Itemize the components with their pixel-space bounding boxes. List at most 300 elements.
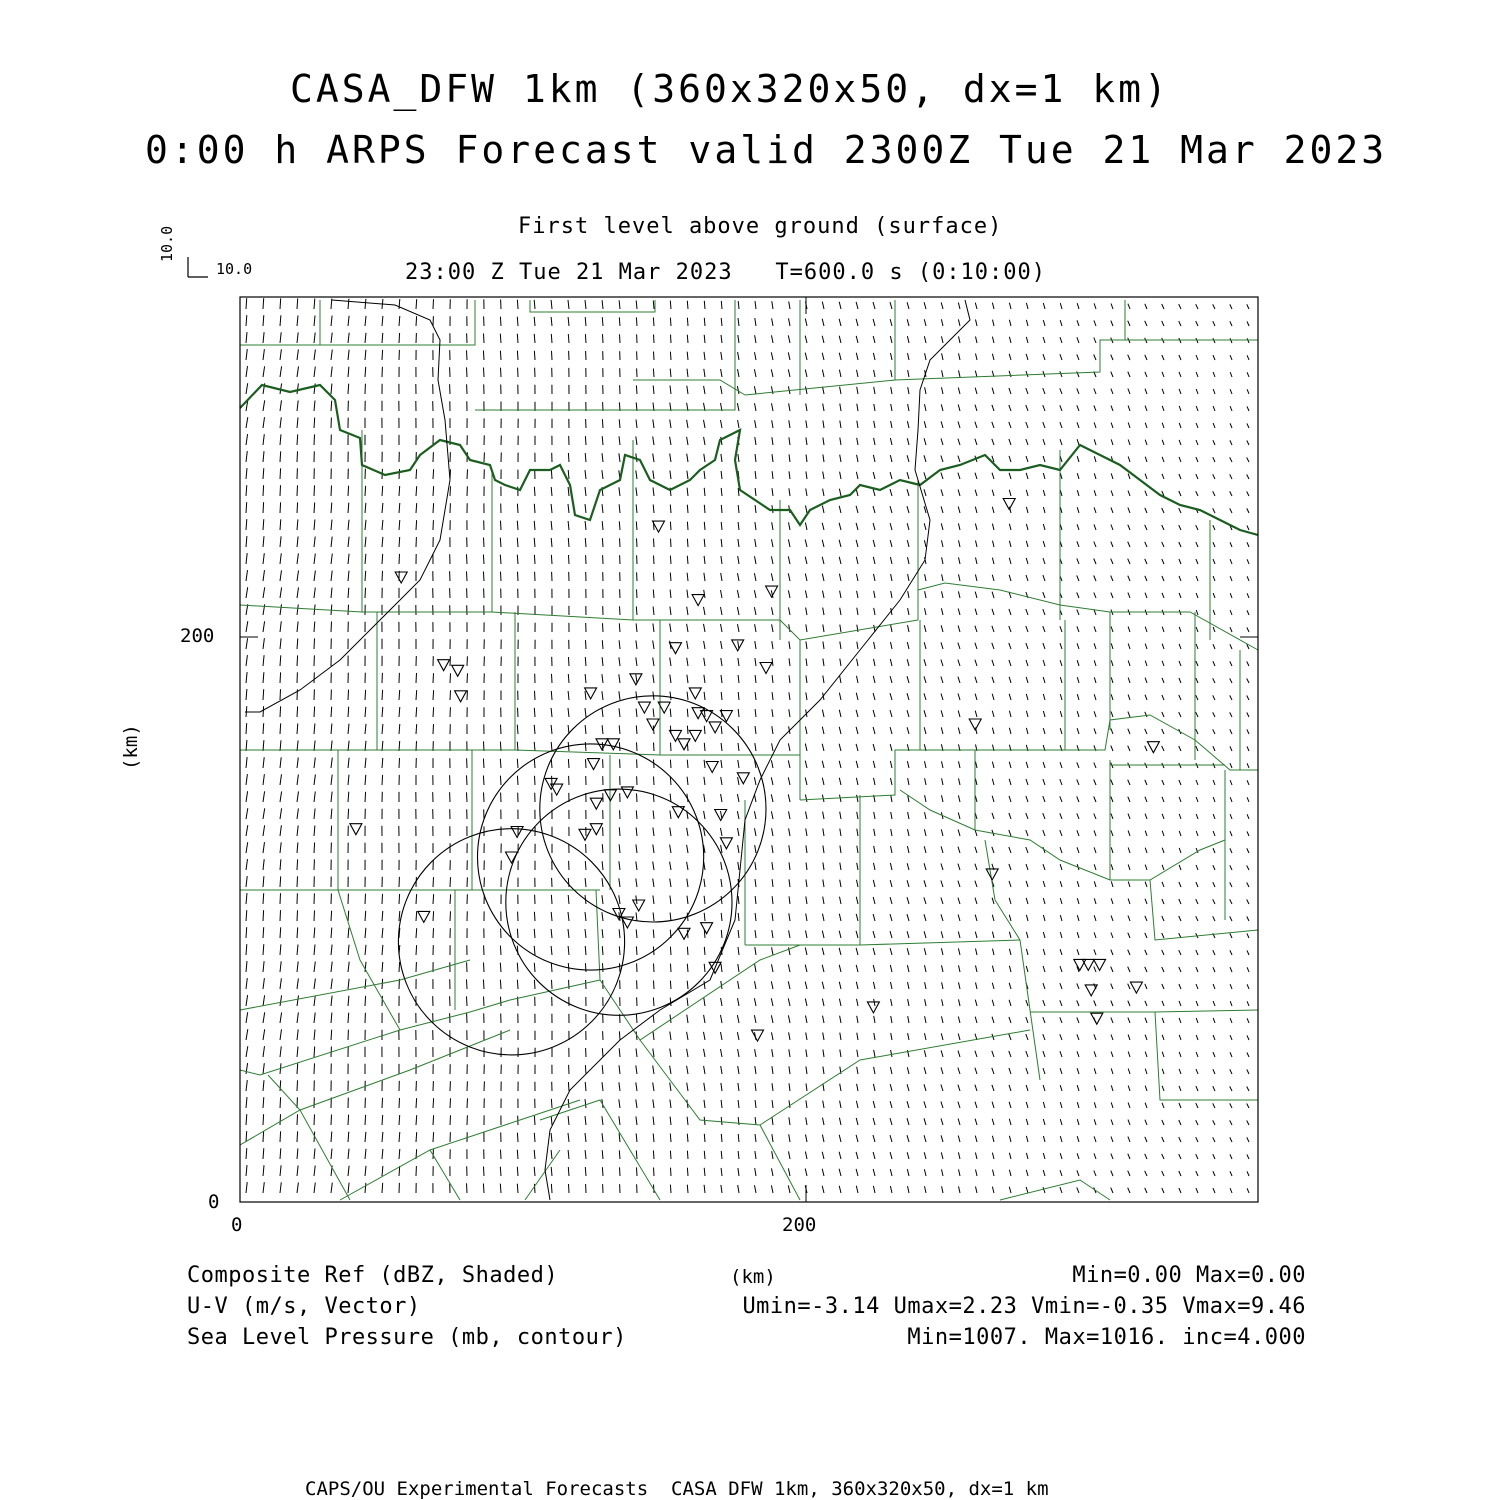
- wind-vector: [822, 761, 824, 768]
- wind-vector: [857, 846, 858, 853]
- wind-vector: [789, 658, 790, 666]
- wind-vector: [1145, 984, 1147, 989]
- wind-vector: [314, 434, 315, 445]
- wind-vector: [365, 299, 366, 309]
- wind-vector: [1043, 1085, 1045, 1091]
- radar-station-marker: [1091, 1013, 1103, 1024]
- wind-vector: [738, 318, 739, 326]
- wind-vector: [687, 777, 688, 785]
- wind-vector: [704, 981, 705, 989]
- wind-vector: [314, 485, 315, 496]
- wind-vector: [416, 707, 417, 717]
- wind-vector: [1043, 1187, 1045, 1193]
- wind-vector: [823, 1101, 824, 1108]
- wind-vector: [908, 982, 910, 989]
- wind-vector: [246, 1165, 247, 1176]
- wind-vector: [331, 758, 332, 768]
- wind-vector: [1179, 440, 1181, 445]
- wind-vector: [805, 574, 807, 582]
- wind-vector: [958, 881, 960, 887]
- wind-vector: [1213, 814, 1215, 819]
- wind-vector: [551, 1116, 552, 1125]
- wind-vector: [941, 710, 943, 717]
- wind-vector: [1247, 866, 1249, 871]
- wind-vector: [517, 725, 518, 734]
- wind-vector: [789, 624, 790, 632]
- wind-vector: [907, 302, 909, 309]
- wind-vector: [1179, 797, 1181, 802]
- wind-vector: [856, 761, 858, 768]
- wind-vector: [1162, 967, 1164, 972]
- wind-vector: [959, 353, 961, 360]
- wind-vector: [670, 1032, 671, 1040]
- wind-vector: [1145, 321, 1147, 326]
- wind-vector: [1162, 780, 1164, 785]
- wind-vector: [1043, 898, 1045, 904]
- wind-vector: [1128, 321, 1130, 326]
- wind-vector: [687, 352, 688, 360]
- wind-vector: [517, 1184, 518, 1193]
- wind-vector: [670, 998, 671, 1006]
- wind-vector: [517, 1167, 518, 1176]
- wind-vector: [873, 302, 875, 309]
- wind-vector: [636, 657, 637, 666]
- wind-vector: [382, 911, 383, 921]
- wind-vector: [1077, 1119, 1079, 1125]
- wind-vector: [653, 913, 654, 922]
- wind-vector: [1230, 644, 1232, 649]
- wind-vector: [636, 300, 637, 309]
- wind-vector: [1128, 457, 1130, 463]
- wind-vector: [280, 451, 281, 462]
- wind-vector: [280, 570, 282, 581]
- wind-vector: [1145, 304, 1147, 309]
- wind-vector: [958, 1119, 960, 1126]
- wind-vector: [958, 795, 960, 802]
- wind-vector: [908, 829, 910, 836]
- wind-vector: [1162, 950, 1164, 955]
- wind-vector: [1196, 780, 1198, 785]
- wind-vector: [704, 896, 705, 904]
- wind-vector: [805, 1152, 807, 1160]
- wind-vector: [772, 437, 773, 445]
- wind-vector: [500, 334, 501, 343]
- wind-vector: [975, 473, 977, 479]
- wind-vector: [1094, 898, 1096, 904]
- wind-vector: [416, 928, 417, 938]
- wind-vector: [704, 505, 705, 513]
- wind-vector: [585, 1099, 586, 1108]
- wind-vector: [976, 541, 978, 548]
- wind-vector: [501, 521, 502, 530]
- wind-vector: [890, 914, 892, 921]
- wind-vector: [568, 691, 569, 700]
- wind-vector: [721, 964, 722, 972]
- wind-vector: [721, 675, 722, 683]
- wind-vector: [280, 825, 281, 836]
- wind-vector: [958, 660, 960, 666]
- wind-vector: [907, 438, 909, 445]
- wind-vector: [891, 574, 892, 581]
- wind-vector: [925, 778, 926, 785]
- wind-vector: [737, 1015, 739, 1023]
- wind-vector: [1026, 881, 1028, 887]
- wind-vector: [416, 673, 417, 683]
- wind-vector: [280, 706, 281, 717]
- wind-vector: [382, 537, 383, 547]
- wind-vector: [755, 624, 756, 632]
- wind-vector: [433, 877, 434, 887]
- wind-vector: [534, 1116, 535, 1125]
- wind-vector: [755, 981, 757, 989]
- wind-vector: [738, 1185, 739, 1193]
- wind-vector: [891, 404, 892, 411]
- wind-vector: [1162, 1154, 1164, 1159]
- wind-vector: [670, 1151, 671, 1159]
- wind-vector: [280, 1148, 281, 1159]
- wind-vector: [1009, 422, 1011, 428]
- wind-vector: [941, 660, 943, 667]
- wind-vector: [1145, 1001, 1147, 1006]
- wind-vector: [1247, 1171, 1249, 1176]
- wind-vector: [602, 1150, 603, 1159]
- wind-vector: [1196, 440, 1198, 445]
- wind-vector: [1196, 695, 1198, 700]
- wind-vector: [653, 930, 654, 939]
- wind-vector: [1145, 372, 1147, 377]
- wind-vector: [924, 336, 926, 343]
- wind-vector: [1009, 558, 1011, 564]
- radar-station-marker: [455, 691, 467, 702]
- wind-vector: [738, 964, 739, 972]
- radar-station-marker: [607, 739, 619, 750]
- wind-vector: [1060, 677, 1062, 683]
- wind-vector: [1230, 542, 1232, 547]
- wind-vector: [873, 506, 875, 513]
- wind-vector: [246, 1097, 247, 1108]
- wind-vector: [1128, 372, 1130, 377]
- wind-vector: [891, 812, 892, 819]
- wind-vector: [246, 434, 248, 445]
- wind-vector: [908, 625, 910, 632]
- wind-vector: [1026, 728, 1028, 734]
- wind-vector: [399, 503, 400, 513]
- wind-vector: [1026, 507, 1028, 513]
- wind-vector: [1094, 797, 1096, 803]
- wind-vector: [297, 553, 298, 564]
- wind-vector: [297, 366, 299, 377]
- wind-vector: [992, 439, 994, 445]
- wind-vector: [263, 1182, 264, 1193]
- wind-vector: [908, 608, 909, 615]
- wind-vector: [551, 759, 552, 768]
- wind-vector: [789, 641, 790, 649]
- wind-vector: [992, 303, 994, 309]
- wind-vector: [772, 675, 773, 683]
- wind-vector: [738, 505, 739, 513]
- wind-vector: [1128, 814, 1130, 819]
- wind-vector: [1145, 695, 1147, 700]
- wind-vector: [1196, 491, 1198, 496]
- wind-vector: [450, 673, 451, 683]
- wind-vector: [856, 965, 858, 972]
- wind-vector: [873, 1084, 875, 1091]
- wind-vector: [721, 369, 722, 377]
- wind-vector: [585, 436, 586, 445]
- wind-vector: [1162, 304, 1164, 309]
- wind-vector: [1196, 661, 1198, 666]
- wind-vector: [941, 898, 943, 905]
- wind-vector: [1111, 389, 1113, 394]
- wind-vector: [721, 590, 723, 598]
- wind-vector: [992, 388, 994, 394]
- wind-vector: [1111, 1120, 1113, 1126]
- wind-vector: [365, 911, 366, 921]
- wind-vector: [925, 795, 926, 802]
- wind-vector: [942, 778, 943, 785]
- wind-vector: [738, 777, 739, 785]
- wind-vector: [755, 675, 756, 683]
- wind-vector: [1247, 542, 1249, 547]
- wind-vector: [1230, 1103, 1232, 1108]
- wind-vector: [925, 608, 927, 615]
- wind-vector: [1111, 473, 1113, 479]
- wind-vector: [789, 913, 790, 921]
- wind-vector: [822, 506, 824, 513]
- wind-vector: [857, 999, 859, 1006]
- wind-vector: [1230, 1001, 1232, 1006]
- wind-vector: [1060, 830, 1062, 836]
- wind-vector: [1247, 713, 1249, 718]
- wind-vector: [585, 1065, 586, 1074]
- wind-vector: [314, 826, 315, 837]
- wind-vector: [1213, 916, 1215, 921]
- wind-vector: [857, 676, 859, 683]
- wind-vector: [551, 963, 552, 972]
- wind-vector: [654, 1168, 655, 1177]
- wind-vector: [1145, 542, 1147, 547]
- wind-vector: [1230, 763, 1232, 768]
- wind-vector: [348, 979, 349, 989]
- wind-vector: [687, 573, 688, 581]
- wind-vector: [806, 488, 807, 496]
- wind-vector: [1213, 882, 1215, 887]
- wind-vector: [771, 369, 773, 377]
- wind-vector: [806, 641, 807, 649]
- wind-vector: [1026, 1034, 1028, 1040]
- wind-vector: [500, 317, 501, 326]
- wind-vector: [1043, 983, 1045, 989]
- wind-vector: [1145, 831, 1147, 836]
- wind-vector: [1043, 762, 1045, 768]
- wind-vector: [1043, 524, 1045, 530]
- wind-vector: [1213, 559, 1215, 564]
- wind-vector: [1230, 712, 1232, 717]
- wind-vector: [942, 353, 943, 360]
- wind-vector: [297, 808, 298, 819]
- wind-vector: [636, 1116, 637, 1125]
- wind-vector: [484, 334, 485, 344]
- wind-vector: [839, 489, 841, 496]
- wind-vector: [1247, 406, 1249, 411]
- wind-vector: [297, 842, 298, 853]
- wind-vector: [890, 1135, 892, 1142]
- wind-vector: [1009, 1017, 1011, 1023]
- wind-vector: [1026, 949, 1028, 955]
- wind-vector: [788, 743, 790, 751]
- wind-vector: [280, 519, 281, 530]
- wind-vector: [297, 757, 298, 768]
- wind-vector: [1077, 422, 1079, 428]
- wind-vector: [314, 1183, 315, 1194]
- wind-vector: [890, 727, 892, 734]
- wind-vector: [857, 1016, 858, 1023]
- wind-vector: [1043, 966, 1045, 972]
- wind-vector: [1247, 525, 1249, 530]
- wind-vector: [975, 439, 977, 445]
- wind-vector: [1077, 1153, 1079, 1159]
- wind-vector: [263, 638, 264, 649]
- wind-vector: [517, 776, 518, 785]
- wind-vector: [1009, 371, 1011, 377]
- wind-vector: [755, 1100, 756, 1108]
- wind-vector: [1247, 1018, 1249, 1023]
- wind-vector: [738, 352, 739, 360]
- wind-vector: [1213, 695, 1215, 700]
- wind-vector: [653, 1151, 654, 1160]
- wind-vector: [992, 796, 994, 802]
- wind-vector: [755, 862, 756, 870]
- wind-vector: [755, 845, 756, 853]
- wind-vector: [551, 1167, 552, 1176]
- wind-vector: [297, 706, 298, 717]
- wind-vector: [1145, 746, 1147, 751]
- wind-vector: [568, 487, 569, 496]
- wind-vector: [840, 438, 841, 445]
- wind-vector: [246, 1131, 247, 1142]
- wind-vector: [704, 675, 705, 683]
- wind-vector: [806, 879, 807, 887]
- wind-vector: [738, 675, 739, 683]
- wind-vector: [1077, 473, 1079, 479]
- wind-vector: [670, 624, 671, 632]
- wind-vector: [568, 929, 569, 938]
- wind-vector: [687, 964, 688, 972]
- wind-vector: [500, 538, 501, 547]
- wind-vector: [789, 1151, 791, 1159]
- wind-vector: [1077, 575, 1079, 581]
- wind-vector: [1247, 389, 1249, 394]
- wind-vector: [602, 436, 603, 445]
- wind-vector: [975, 711, 977, 717]
- wind-vector: [687, 624, 688, 632]
- wind-vector: [670, 454, 671, 462]
- wind-vector: [1094, 967, 1096, 973]
- wind-vector: [1179, 1018, 1181, 1023]
- wind-vector: [721, 301, 722, 309]
- wind-vector: [874, 438, 875, 445]
- wind-vector: [1009, 643, 1011, 649]
- wind-vector: [653, 437, 654, 446]
- wind-vector: [874, 1050, 875, 1057]
- wind-vector: [280, 893, 281, 904]
- wind-vector: [1111, 898, 1113, 904]
- wind-vector: [755, 318, 756, 326]
- wind-vector: [314, 1030, 315, 1041]
- wind-vector: [670, 369, 671, 377]
- wind-vector: [857, 370, 859, 377]
- wind-vector: [1026, 1085, 1028, 1091]
- wind-vector: [1094, 456, 1096, 462]
- wind-vector: [1213, 1035, 1215, 1040]
- wind-vector: [840, 1016, 841, 1023]
- wind-vector: [1060, 694, 1062, 700]
- wind-vector: [1145, 678, 1147, 683]
- wind-vector: [839, 1186, 841, 1193]
- wind-vector: [1196, 831, 1198, 836]
- wind-vector: [788, 794, 790, 802]
- legend-reflectivity-range: Min=0.00 Max=0.00: [1072, 1263, 1306, 1288]
- wind-vector: [924, 455, 926, 462]
- wind-vector: [755, 641, 756, 649]
- wind-vector: [1145, 814, 1147, 819]
- wind-vector: [721, 930, 722, 938]
- wind-vector: [1026, 354, 1028, 360]
- wind-vector: [637, 1167, 638, 1176]
- wind-vector: [891, 778, 893, 785]
- wind-vector: [1094, 694, 1096, 700]
- wind-vector: [908, 574, 909, 581]
- wind-vector: [992, 728, 994, 734]
- wind-vector: [433, 707, 434, 717]
- wind-vector: [654, 556, 655, 565]
- wind-vector: [823, 421, 824, 429]
- wind-vector: [365, 945, 366, 955]
- wind-vector: [585, 657, 586, 666]
- wind-vector: [721, 828, 723, 836]
- wind-vector: [365, 741, 366, 751]
- wind-vector: [839, 1169, 841, 1176]
- wind-vector: [890, 744, 892, 751]
- wind-vector: [788, 760, 790, 768]
- wind-vector: [670, 862, 671, 870]
- wind-vector: [1179, 321, 1181, 326]
- wind-vector: [1213, 593, 1215, 598]
- wind-vector: [908, 387, 909, 394]
- wind-vector: [603, 623, 604, 632]
- wind-vector: [839, 948, 841, 955]
- wind-vector: [890, 1084, 892, 1091]
- wind-vector: [959, 761, 961, 768]
- wind-vector: [958, 1034, 960, 1041]
- wind-vector: [382, 503, 383, 513]
- wind-vector: [602, 1082, 603, 1091]
- wind-vector: [1060, 966, 1062, 972]
- radar-station-marker: [709, 722, 721, 733]
- wind-vector: [331, 333, 332, 343]
- wind-vector: [297, 485, 298, 496]
- wind-vector: [1009, 1153, 1011, 1159]
- wind-vector: [1196, 1035, 1198, 1040]
- wind-vector: [822, 557, 824, 564]
- wind-vector: [874, 421, 875, 428]
- wind-vector: [551, 691, 552, 700]
- wind-vector: [297, 383, 298, 394]
- wind-vector: [636, 861, 637, 870]
- wind-vector: [822, 523, 824, 530]
- wind-vector: [857, 404, 858, 411]
- wind-vector: [890, 761, 892, 768]
